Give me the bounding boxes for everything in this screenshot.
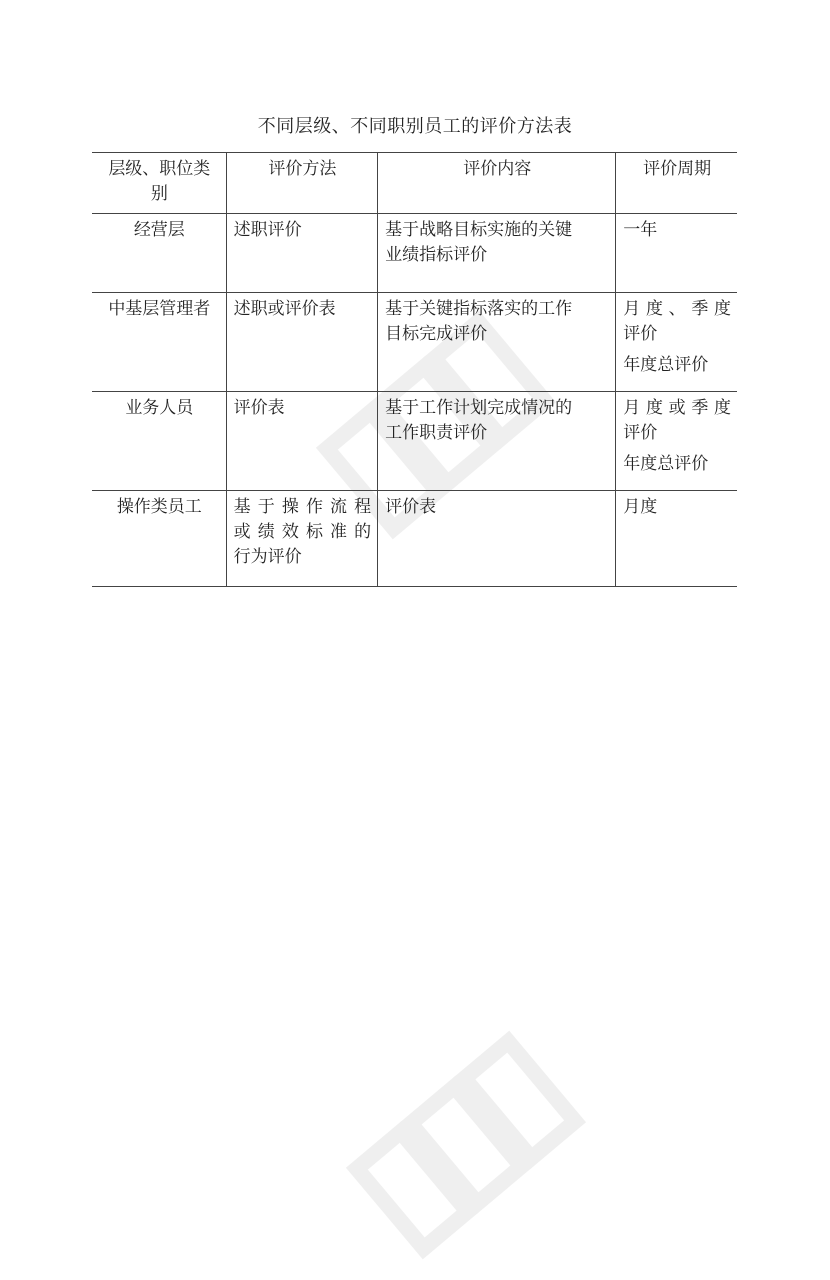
cell-period-line3: 年度总评价 [623,454,709,474]
cell-period: 月度 [616,491,737,587]
cell-method: 评价表 [226,392,378,491]
header-period: 评价周期 [616,153,737,214]
cell-level: 操作类员工 [92,491,226,587]
cell-content: 评价表 [378,491,616,587]
cell-content-line1: 基于工作计划完成情况的 [385,398,573,418]
cell-content [378,293,616,392]
header-method: 评价方法 [226,153,378,214]
cell-period-line1: 月度或季度 [623,398,731,418]
cell-content-line2: 目标完成评价 [385,324,488,344]
cell-content [378,214,616,293]
cell-method-line3: 行为评价 [233,547,302,567]
cell-method: 述职评价 [226,214,378,293]
cell-period-line2: 评价 [623,423,658,443]
header-level [92,153,226,214]
cell-content [378,392,616,491]
watermark-stamp-lower [330,1020,590,1280]
table-header-row [92,153,737,214]
table-row [92,214,737,293]
cell-method-line1: 基于操作流程 [233,497,372,517]
table-row [92,392,737,491]
table-row [92,491,737,587]
header-content: 评价内容 [378,153,616,214]
cell-period-line3: 年度总评价 [623,355,709,375]
header-level-line2: 别 [150,184,168,204]
cell-level: 业务人员 [92,392,226,491]
cell-period-line1: 月度、季度 [623,299,731,319]
header-level-line1: 层级、职位类 [108,159,211,179]
evaluation-method-table [92,152,737,587]
cell-content-line1: 基于关键指标落实的工作 [385,299,573,319]
cell-level: 经营层 [92,214,226,293]
table-title: 不同层级、不同职别员工的评价方法表 [257,116,573,137]
cell-period [616,392,737,491]
cell-method [226,491,378,587]
cell-content-line1: 基于战略目标实施的关键 [385,220,573,240]
cell-level: 中基层管理者 [92,293,226,392]
cell-period [616,293,737,392]
table-row [92,293,737,392]
cell-content-line2: 工作职责评价 [385,423,488,443]
cell-method-line2: 或绩效标准的 [233,522,372,542]
cell-content-line2: 业绩指标评价 [385,245,488,265]
cell-method: 述职或评价表 [226,293,378,392]
cell-period-line2: 评价 [623,324,658,344]
cell-period: 一年 [616,214,737,293]
